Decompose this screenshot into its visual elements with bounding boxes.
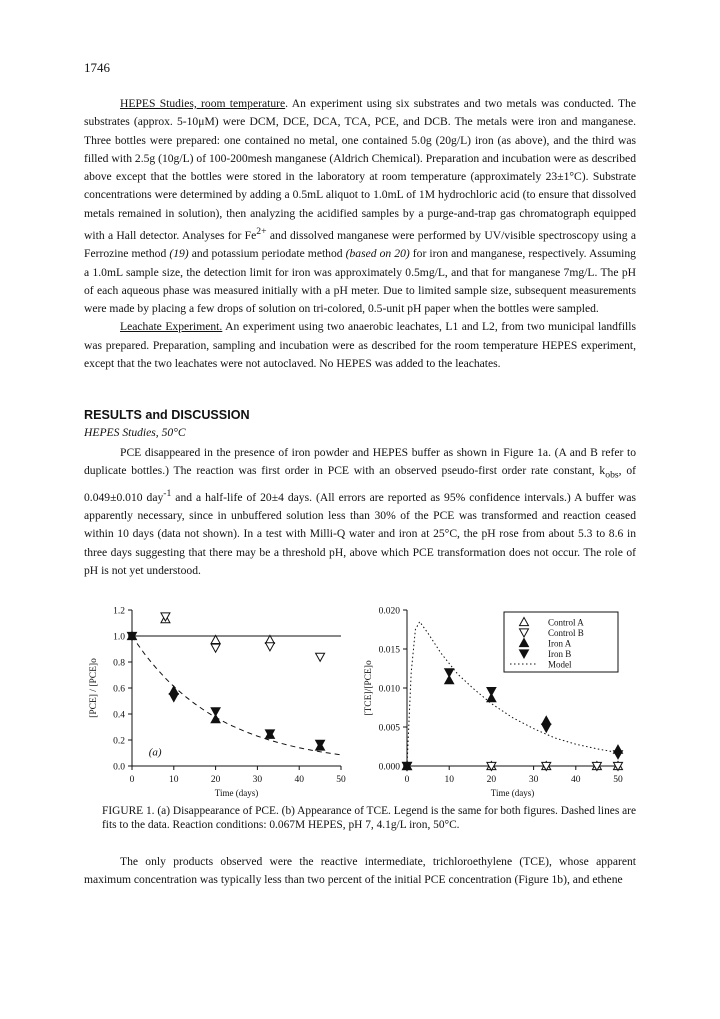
panel-a-data-point	[265, 635, 274, 643]
panel-a-y-axis-label: [PCE] / [PCE]o	[89, 658, 99, 718]
panel-b-legend-label: Control A	[548, 617, 584, 628]
panel-b-y-axis-label: [TCE]/[PCE]o	[364, 660, 374, 716]
panel-b-x-tick-label: 30	[528, 775, 539, 785]
panel-a-x-tick-label: 30	[252, 775, 263, 785]
panel-a-x-tick-label: 0	[129, 775, 135, 785]
page-number: 1746	[84, 60, 110, 75]
section-heading: RESULTS and DISCUSSION	[84, 408, 250, 422]
panel-a-y-tick-label: 0.4	[113, 710, 125, 721]
panel-a-data-point	[265, 643, 274, 651]
panel-a-x-tick-label: 50	[336, 775, 346, 785]
panel-a-y-tick-label: 0.8	[113, 658, 125, 669]
paragraph-heading: Leachate Experiment.	[120, 320, 223, 334]
panel-a-data-point	[169, 686, 178, 694]
panel-a-model-fit-line	[132, 636, 341, 755]
panel-b-data-point	[542, 716, 551, 724]
panel-b-x-tick-label: 10	[444, 775, 454, 785]
panel-b-x-tick-label: 40	[571, 775, 581, 785]
panel-a-y-tick-label: 0.0	[113, 762, 125, 773]
bottom-text	[84, 853, 636, 890]
figure-1	[84, 590, 644, 815]
panel-a-y-tick-label: 1.2	[113, 606, 125, 617]
panel-a-y-tick-label: 0.6	[113, 684, 125, 695]
panel-b-x-tick-label: 0	[404, 775, 410, 785]
panel-a-y-tick-label: 1.0	[113, 632, 125, 643]
figure-1-plots	[84, 590, 644, 815]
panel-b-legend-label: Iron A	[548, 638, 572, 649]
panel-b-y-tick-label: 0.010	[378, 684, 400, 695]
panel-b-y-tick-label: 0.000	[378, 762, 400, 773]
figure-caption: FIGURE 1. (a) Disappearance of PCE. (b) Appearance of TCE. Legend is the same for both figures. Dashed lines are fits to the data. Reaction conditions: 0.067M HEPES, pH 7, 4.1g/L iron, 50°C.	[102, 805, 637, 831]
methods-text	[84, 95, 636, 373]
panel-b-y-tick-label: 0.020	[378, 606, 400, 617]
panel-b-y-tick-label: 0.005	[378, 723, 400, 734]
panel-b-x-tick-label: 50	[613, 775, 623, 785]
results-text	[84, 444, 636, 580]
panel-a-x-tick-label: 40	[294, 775, 304, 785]
panel-a-data-point	[316, 653, 325, 661]
panel-b-data-point	[542, 724, 551, 732]
panel-b-x-tick-label: 20	[486, 775, 497, 785]
panel-b-data-point	[487, 688, 496, 696]
panel-a-data-point	[211, 635, 220, 643]
paragraph-hepes-room: HEPES Studies, room temperature. An experiment using six substrates and two metals was conducted. The substrates (approx. 5-10μM) were DCM, DCE, DCA, TCA, PCE, and DCB. The metals were iron and manganese. Three bottles were prepared: one contained no metal, one contained 5.0g (20g/L) iron (as above), and the third was filled with 2.5g (10g/L) of 100-200mesh manganese (Aldrich Chemical). Preparation and incubation were as described above except that the bottles were stored in the laboratory at room temperature (approximately 23±1°C). Substrate concentrations were determined by adding a 0.5mL aliquot to 1.0mL of 1M hydrochloric acid (to ensure that dissolved metals remained in solution), then analyzing the acidified samples by a purge-and-trap gas chromatograph equipped with a Hall detector. Analyses for $Fe^{2+}$ and dissolved manganese were performed by UV/visible spectroscopy using a Ferrozine method (19) and potassium periodate method (based on 20) for iron and manganese, respectively. Assuming a 1.0mL sample size, the detection limit for iron was approximately 0.5mg/L, and that for manganese 7mg/L. The pH of each aqueous phase was measured initially with a pH meter. Due to limited sample size, subsequent measurements were made by placing a few drops of solution on tri-colored, 0.5-unit pH paper when the bottles were sampled.	[84, 97, 636, 316]
panel-a-data-point	[211, 644, 220, 652]
paragraph-leachate: Leachate Experiment. An experiment using two anaerobic leachates, L1 and L2, from two municipal landfills was prepared. Preparation, sampling and incubation were as described for the room temperature HEPES experiment, except that the two leachates were not autoclaved. No HEPES was added to the leachates.	[84, 320, 636, 371]
panel-b-legend-label: Model	[548, 659, 572, 670]
paragraph-heading: HEPES Studies, room temperature	[120, 97, 286, 110]
panel-a-data-point	[211, 708, 220, 716]
panel-b-data-point	[445, 669, 454, 677]
paragraph-products: The only products observed were the reactive intermediate, trichloroethylene (TCE), whose apparent maximum concentration was typically less than two percent of the initial PCE concentration (Figure 1b), and ethene	[84, 855, 636, 887]
paragraph-results: PCE disappeared in the presence of iron powder and HEPES buffer as shown in Figure 1a. (A and B refer to duplicate bottles.) The reaction was first order in PCE with an observed pseudo-first order rate constant, $k_{obs}$, of 0.049±0.010 day$^{-1}$ and a half-life of 20±4 days. (All errors are reported as 95% confidence intervals.) A buffer was apparently necessary, since in unbuffered solution less than 30% of the PCE was transformed and reaction ceased within 10 days (data not shown). In a test with Milli-Q water and iron at 25°C, the pH rose from about 5.3 to 8.6 in three days suggesting that there may be a threshold pH, above which PCE transformation does not occur. The role of pH is not yet understood.	[84, 446, 636, 577]
subsection-heading: HEPES Studies, 50°C	[84, 426, 186, 439]
panel-b-legend-label: Control B	[548, 628, 584, 638]
panel-b-x-axis-label: Time (days)	[490, 788, 535, 798]
panel-a-x-tick-label: 20	[210, 775, 221, 785]
panel-a-x-axis-label: Time (days)	[214, 788, 259, 798]
panel-a-x-tick-label: 10	[169, 775, 179, 785]
panel-a-data-point	[169, 694, 178, 702]
panel-b-y-tick-label: 0.015	[378, 645, 400, 656]
panel-b-legend-label: Iron B	[548, 649, 572, 659]
panel-a-panel-label: (a)	[148, 746, 162, 759]
panel-a-y-tick-label: 0.2	[113, 736, 125, 747]
panel-b-data-point	[614, 751, 623, 759]
